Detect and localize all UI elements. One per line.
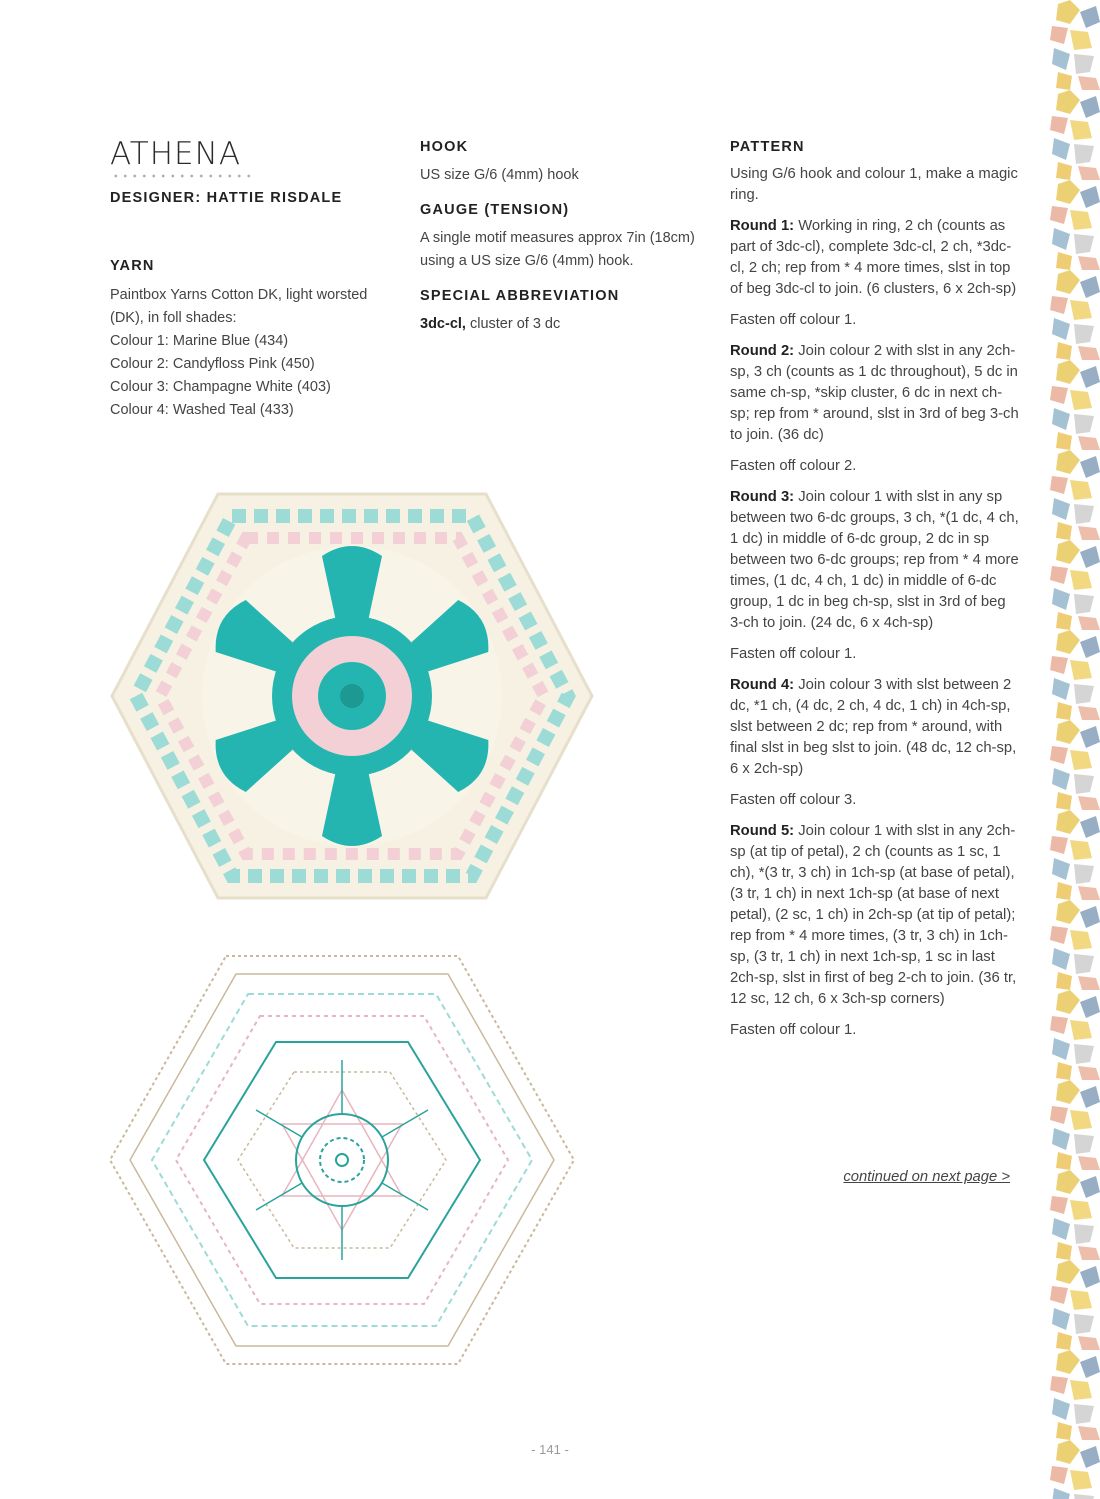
round-1-instructions: [730, 216, 1020, 300]
special-abbreviation-block: [420, 288, 700, 336]
decorative-mosaic-border: [1040, 0, 1100, 1499]
yarn-colour-3: Colour 3: Champagne White (403): [110, 379, 331, 395]
page-number: - 141 -: [531, 1442, 569, 1457]
special-abbreviation-text: [420, 313, 700, 336]
continued-next-page-link[interactable]: continued on next page >: [843, 1169, 1010, 1185]
round-4-instructions: [730, 675, 1020, 780]
round-2-fasten-off: Fasten off colour 2.: [730, 458, 857, 474]
yarn-colour-1: Colour 1: Marine Blue (434): [110, 333, 289, 349]
round-2-instructions: [730, 341, 1020, 446]
round-label: Round 1:: [730, 218, 795, 234]
round-text: Join colour 1 with slst in any 2ch-sp (at tip of petal), 2 ch (counts as 1 sc, 1 ch), *(3 tr, 3 ch) in 1ch-sp (at base of petal), (3 tr, 1 ch) in next 1ch-sp (at base of next petal), (2 sc, 1 ch) in 2ch-sp (at tip of petal); rep from * 4 more times, (3 tr, 3 ch) in 1ch-sp, (3 tr, 1 ch) in next 1ch-sp, 1 sc in last 2ch-sp, slst in first of beg 2-ch to join. (36 tr, 12 sc, 12 ch, 6 x 3ch-sp corners): [730, 823, 1017, 1007]
gauge-text: A single motif measures approx 7in (18cm) using a US size G/6 (4mm) hook.: [420, 230, 695, 269]
designer-credit: DESIGNER: HATTIE RISDALE: [110, 190, 343, 206]
gauge-block: [420, 202, 700, 273]
hook-block: [420, 139, 700, 187]
hook-text: US size G/6 (4mm) hook: [420, 167, 579, 183]
round-5-instructions: [730, 821, 1020, 1010]
round-label: Round 4:: [730, 677, 795, 693]
round-label: Round 3:: [730, 489, 795, 505]
yarn-colour-2: Colour 2: Candyfloss Pink (450): [110, 356, 315, 372]
crochet-stitch-chart: [108, 950, 578, 1370]
abbreviation-definition: cluster of 3 dc: [465, 316, 561, 332]
pattern-heading: PATTERN: [730, 139, 805, 155]
round-1-fasten-off: Fasten off colour 1.: [730, 312, 857, 328]
round-3-fasten-off: Fasten off colour 1.: [730, 646, 857, 662]
pattern-section: [730, 139, 1020, 1051]
abbreviation-term: 3dc-cl,: [420, 316, 466, 332]
yarn-section: [110, 258, 405, 422]
round-text: Working in ring, 2 ch (counts as part of 3dc-cl), complete 3dc-cl, 2 ch, *3dc-cl, 2 ch; rep from * 4 more times, slst in top of beg 3dc-cl to join. (6 clusters, 6 x 2ch-sp): [730, 218, 1017, 297]
round-label: Round 2:: [730, 343, 795, 359]
round-text: Join colour 2 with slst in any 2ch-sp, 3 ch (counts as 1 dc throughout), 5 dc in same ch-sp, *skip cluster, 6 dc in next ch-sp; rep from * around, slst in 3rd of beg 3-ch to join. (36 dc): [730, 343, 1019, 443]
pattern-title: ATHENA: [110, 136, 242, 172]
title-dotted-rule: [111, 174, 253, 178]
round-label: Round 5:: [730, 823, 795, 839]
hook-heading: HOOK: [420, 139, 469, 155]
round-3-instructions: [730, 487, 1020, 634]
special-abbreviation-heading: SPECIAL ABBREVIATION: [420, 288, 620, 304]
yarn-colour-4: Colour 4: Washed Teal (433): [110, 402, 294, 418]
round-text: Join colour 3 with slst between 2 dc, *1 ch, (4 dc, 2 ch, 4 dc, 1 ch) in 4ch-sp, slst between 2 dc; rep from * around, with final slst in beg slst to join. (48 dc, 12 ch-sp, 6 x 2ch-sp): [730, 677, 1017, 777]
round-4-fasten-off: Fasten off colour 3.: [730, 792, 857, 808]
gauge-heading: GAUGE (TENSION): [420, 202, 570, 218]
round-text: Join colour 1 with slst in any sp between two 6-dc groups, 3 ch, *(1 dc, 4 ch, 1 dc) in middle of 6-dc group, 2 dc in sp between two 6-dc groups; rep from * 4 more times, (1 dc, 4 ch, 1 dc) in middle of 6-dc group, 1 dc in beg ch-sp, slst in 3rd of beg 3-ch to join. (24 dc, 6 x 4ch-sp): [730, 489, 1019, 631]
crochet-motif-photo: [108, 486, 598, 906]
pattern-intro: Using G/6 hook and colour 1, make a magic ring.: [730, 166, 1018, 203]
yarn-heading: YARN: [110, 258, 155, 274]
round-5-fasten-off: Fasten off colour 1.: [730, 1022, 857, 1038]
yarn-line: Paintbox Yarns Cotton DK, light worsted (DK), in foll shades:: [110, 287, 368, 326]
materials-section: [420, 139, 700, 351]
